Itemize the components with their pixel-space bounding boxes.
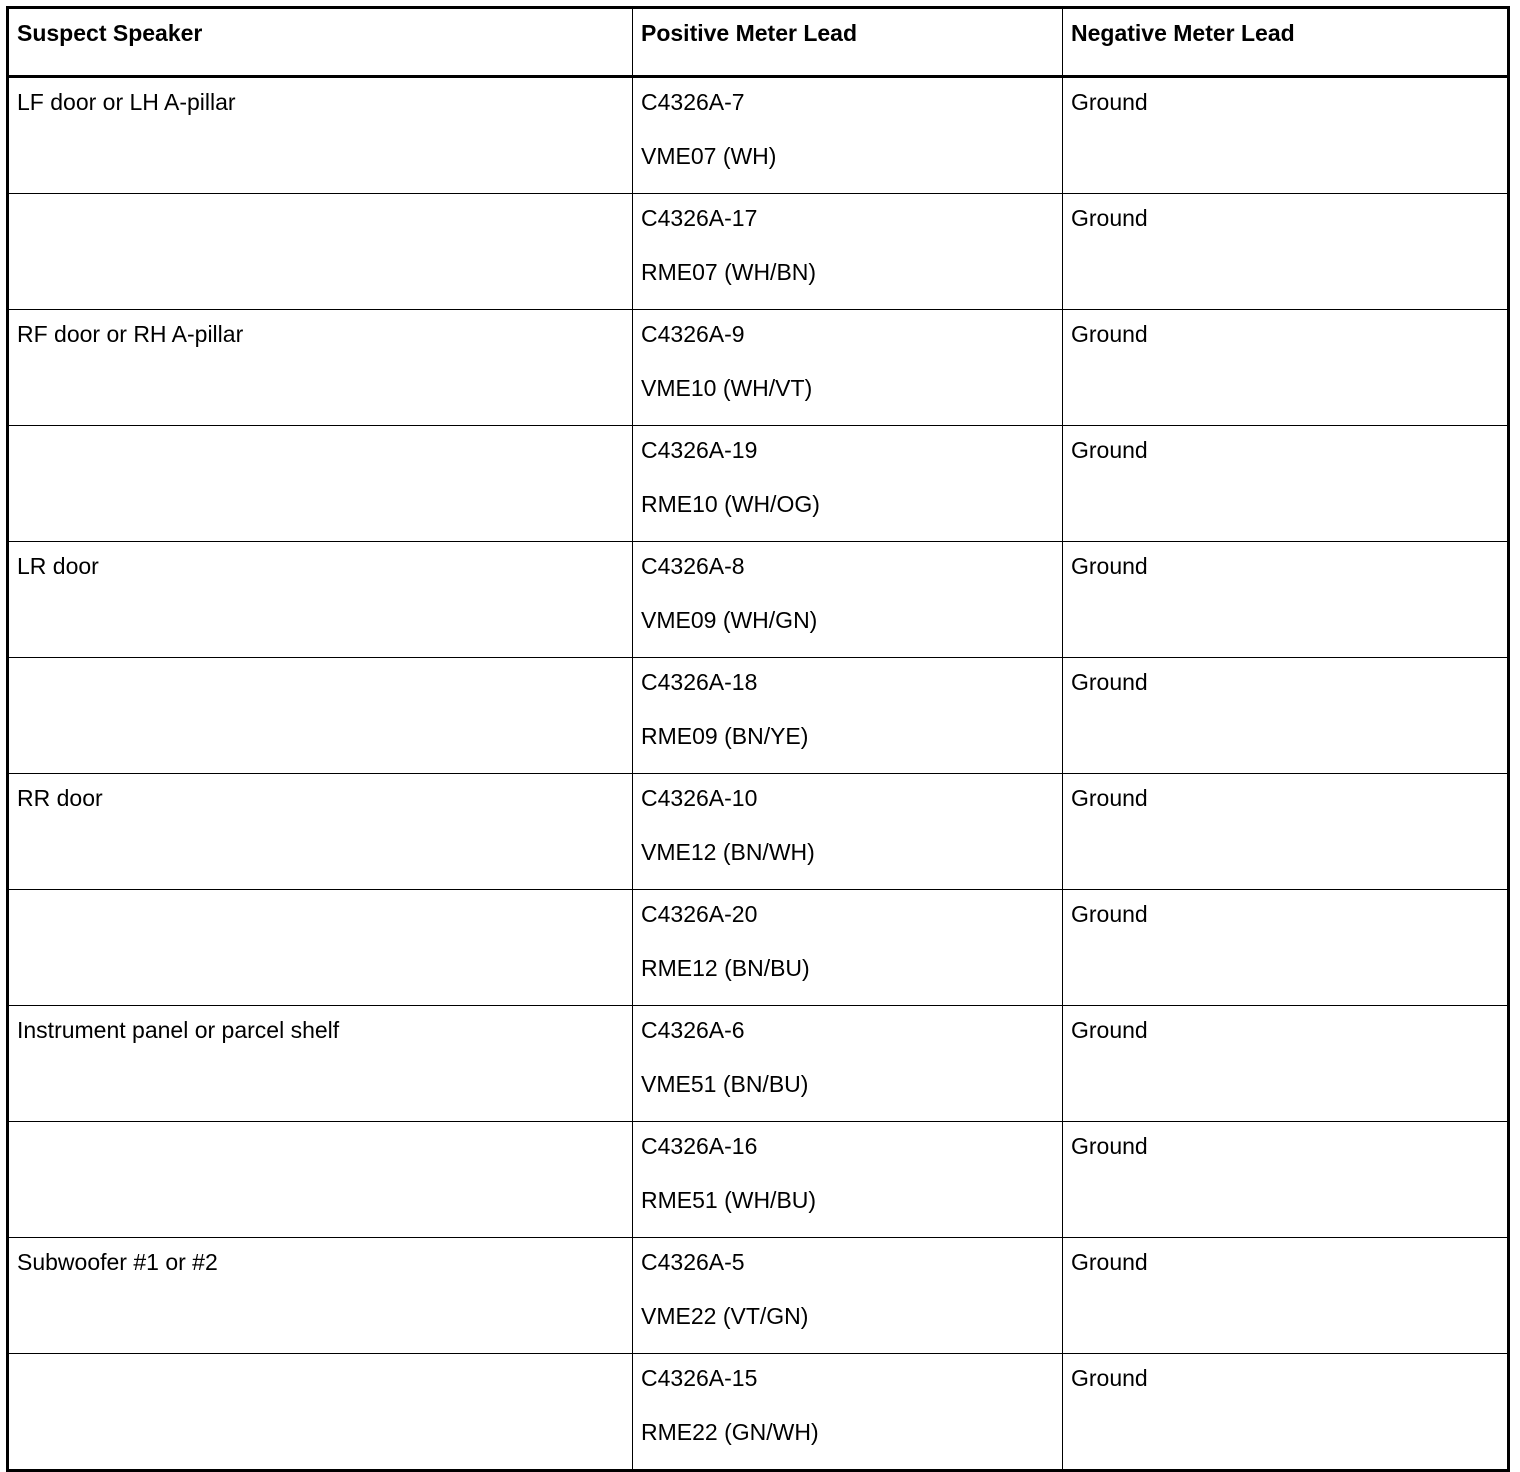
negative-meter-lead-cell (1063, 310, 1509, 426)
circuit-id: RME12 (BN/BU) (641, 955, 810, 981)
positive-meter-lead-cell (633, 194, 1063, 310)
header-suspect-speaker: Suspect Speaker (8, 8, 633, 77)
circuit-id: VME51 (BN/BU) (641, 1071, 809, 1097)
negative-meter-lead-cell (1063, 1354, 1509, 1471)
circuit-id: VME09 (WH/GN) (641, 607, 818, 633)
header-negative-meter-lead: Negative Meter Lead (1063, 8, 1509, 77)
connector-pin: C4326A-10 (641, 785, 758, 811)
connector-pin: C4326A-17 (641, 205, 758, 231)
positive-meter-lead-cell (633, 77, 1063, 194)
positive-meter-lead-cell (633, 1122, 1063, 1238)
connector-pin: C4326A-16 (641, 1133, 758, 1159)
negative-lead-text: Ground (1071, 89, 1148, 115)
negative-lead-text: Ground (1071, 205, 1148, 231)
negative-meter-lead-cell (1063, 426, 1509, 542)
negative-lead-text: Ground (1071, 669, 1148, 695)
suspect-speaker-cell (8, 1006, 633, 1122)
positive-meter-lead-cell (633, 774, 1063, 890)
table-row (8, 1006, 1509, 1122)
suspect-speaker-cell (8, 542, 633, 658)
header-row (8, 8, 1509, 77)
negative-meter-lead-cell (1063, 774, 1509, 890)
positive-meter-lead-cell (633, 310, 1063, 426)
negative-meter-lead-cell (1063, 658, 1509, 774)
connector-pin: C4326A-5 (641, 1249, 745, 1275)
negative-meter-lead-cell (1063, 1006, 1509, 1122)
speaker-test-table (6, 6, 1510, 1472)
positive-meter-lead-cell (633, 426, 1063, 542)
negative-lead-text: Ground (1071, 785, 1148, 811)
suspect-speaker-cell (8, 1354, 633, 1471)
connector-pin: C4326A-6 (641, 1017, 745, 1043)
table-body (8, 77, 1509, 1471)
suspect-speaker-text: RF door or RH A-pillar (17, 321, 244, 347)
circuit-id: VME07 (WH) (641, 143, 777, 169)
header-positive-meter-lead: Positive Meter Lead (633, 8, 1063, 77)
negative-lead-text: Ground (1071, 901, 1148, 927)
circuit-id: VME10 (WH/VT) (641, 375, 813, 401)
circuit-id: RME09 (BN/YE) (641, 723, 809, 749)
suspect-speaker-cell (8, 890, 633, 1006)
connector-pin: C4326A-15 (641, 1365, 758, 1391)
connector-pin: C4326A-19 (641, 437, 758, 463)
negative-meter-lead-cell (1063, 77, 1509, 194)
negative-meter-lead-cell (1063, 194, 1509, 310)
negative-lead-text: Ground (1071, 1017, 1148, 1043)
negative-lead-text: Ground (1071, 437, 1148, 463)
suspect-speaker-cell (8, 77, 633, 194)
connector-pin: C4326A-18 (641, 669, 758, 695)
suspect-speaker-text: Subwoofer #1 or #2 (17, 1249, 218, 1275)
negative-meter-lead-cell (1063, 542, 1509, 658)
circuit-id: RME22 (GN/WH) (641, 1419, 819, 1445)
positive-meter-lead-cell (633, 658, 1063, 774)
suspect-speaker-cell (8, 426, 633, 542)
connector-pin: C4326A-9 (641, 321, 745, 347)
suspect-speaker-cell (8, 1122, 633, 1238)
suspect-speaker-cell (8, 774, 633, 890)
table-row (8, 194, 1509, 310)
negative-meter-lead-cell (1063, 890, 1509, 1006)
positive-meter-lead-cell (633, 542, 1063, 658)
positive-meter-lead-cell (633, 1354, 1063, 1471)
table-row (8, 1122, 1509, 1238)
circuit-id: VME12 (BN/WH) (641, 839, 815, 865)
connector-pin: C4326A-8 (641, 553, 745, 579)
circuit-id: RME10 (WH/OG) (641, 491, 820, 517)
suspect-speaker-cell (8, 310, 633, 426)
table-row (8, 774, 1509, 890)
negative-lead-text: Ground (1071, 1133, 1148, 1159)
positive-meter-lead-cell (633, 1006, 1063, 1122)
table-row (8, 310, 1509, 426)
circuit-id: RME51 (WH/BU) (641, 1187, 817, 1213)
negative-lead-text: Ground (1071, 321, 1148, 347)
suspect-speaker-cell (8, 194, 633, 310)
table-row (8, 77, 1509, 194)
table-row (8, 658, 1509, 774)
circuit-id: VME22 (VT/GN) (641, 1303, 809, 1329)
circuit-id: RME07 (WH/BN) (641, 259, 817, 285)
table-row (8, 1354, 1509, 1471)
negative-lead-text: Ground (1071, 1249, 1148, 1275)
positive-meter-lead-cell (633, 890, 1063, 1006)
suspect-speaker-text: Instrument panel or parcel shelf (17, 1017, 340, 1043)
suspect-speaker-text: LF door or LH A-pillar (17, 89, 236, 115)
connector-pin: C4326A-20 (641, 901, 758, 927)
suspect-speaker-text: LR door (17, 553, 99, 579)
negative-lead-text: Ground (1071, 1365, 1148, 1391)
connector-pin: C4326A-7 (641, 89, 745, 115)
suspect-speaker-text: RR door (17, 785, 103, 811)
suspect-speaker-cell (8, 658, 633, 774)
negative-meter-lead-cell (1063, 1122, 1509, 1238)
table-row (8, 426, 1509, 542)
negative-lead-text: Ground (1071, 553, 1148, 579)
table-row (8, 890, 1509, 1006)
table-row (8, 542, 1509, 658)
